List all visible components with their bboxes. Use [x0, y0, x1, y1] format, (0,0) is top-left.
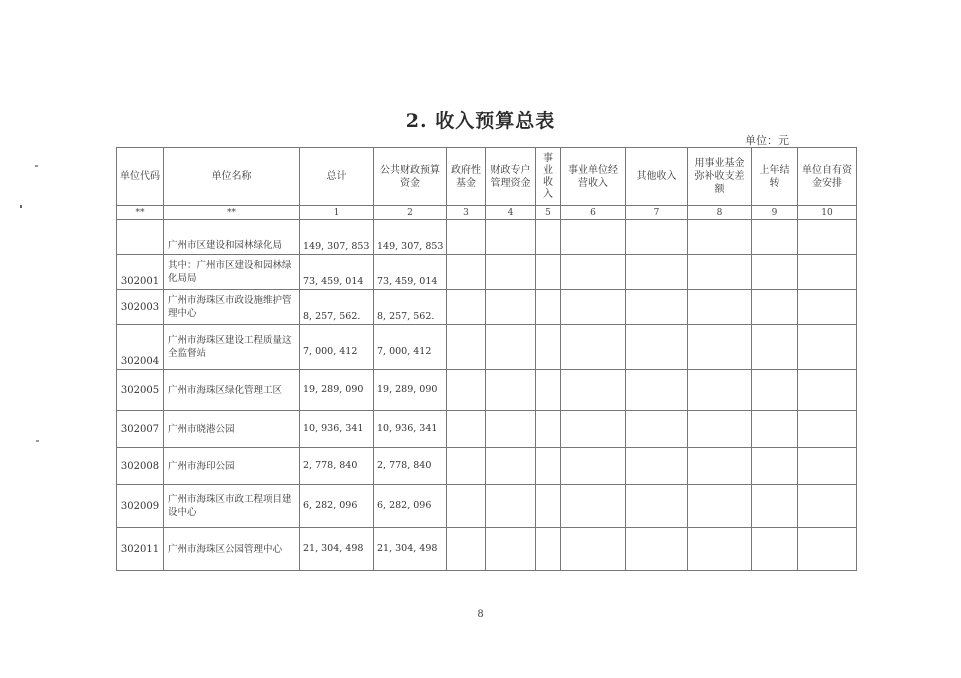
header-carryover: 上年结转: [752, 148, 798, 206]
document-title: 2. 收入预算总表: [405, 110, 556, 132]
index-cell: 5: [536, 206, 561, 220]
unit-code-cell: 302005: [117, 370, 164, 411]
total-cell: 2, 778, 840: [300, 448, 374, 485]
public-finance-cell: 73, 459, 014: [374, 255, 447, 290]
index-cell: **: [117, 206, 164, 220]
income-budget-table: [116, 147, 857, 571]
scan-speck: [20, 205, 22, 208]
index-cell: 9: [752, 206, 798, 220]
page-number: 8: [477, 609, 484, 620]
total-cell: 6, 282, 096: [300, 485, 374, 528]
unit-name-cell: 其中：广州市区建设和园林绿化局局: [164, 255, 300, 290]
header-business-income-text: 事业收入: [543, 152, 553, 200]
table-row: [117, 370, 857, 411]
public-finance-cell: 19, 289, 090: [374, 370, 447, 411]
public-finance-cell: 149, 307, 853: [374, 220, 447, 255]
table-row: [117, 220, 857, 255]
unit-code-cell: [117, 220, 164, 255]
scan-speck: [36, 440, 39, 442]
scan-speck: [35, 165, 38, 167]
unit-name-cell: 广州市海珠区建设工程质量这全监督站: [164, 325, 300, 370]
public-finance-cell: 10, 936, 341: [374, 411, 447, 448]
unit-name-cell: 广州市海珠区公园管理中心: [164, 528, 300, 571]
header-unit-name: 单位名称: [164, 148, 300, 206]
unit-code-cell: 302007: [117, 411, 164, 448]
total-cell: 10, 936, 341: [300, 411, 374, 448]
header-government-fund: 政府性基金: [447, 148, 486, 206]
index-cell: 1: [300, 206, 374, 220]
header-own-funds: 单位自有资金安排: [798, 148, 857, 206]
unit-name-cell: 广州市晓港公园: [164, 411, 300, 448]
public-finance-cell: 8, 257, 562.: [374, 290, 447, 325]
total-cell: 73, 459, 014: [300, 255, 374, 290]
public-finance-cell: 2, 778, 840: [374, 448, 447, 485]
total-cell: 7, 000, 412: [300, 325, 374, 370]
unit-code-cell: 302008: [117, 448, 164, 485]
total-cell: 19, 289, 090: [300, 370, 374, 411]
index-cell: 7: [626, 206, 688, 220]
index-cell: **: [164, 206, 300, 220]
index-row: [117, 206, 857, 220]
total-cell: 21, 304, 498: [300, 528, 374, 571]
index-cell: 2: [374, 206, 447, 220]
header-other-income: 其他收入: [626, 148, 688, 206]
unit-code-cell: 302011: [117, 528, 164, 571]
table-row: [117, 325, 857, 370]
index-cell: 8: [688, 206, 752, 220]
unit-code-cell: 302003: [117, 290, 164, 325]
index-cell: 4: [486, 206, 536, 220]
unit-name-cell: 广州市区建设和园林绿化局: [164, 220, 300, 255]
total-cell: 149, 307, 853: [300, 220, 374, 255]
header-operating-income: 事业单位经营收入: [561, 148, 626, 206]
public-finance-cell: 7, 000, 412: [374, 325, 447, 370]
table-row: [117, 485, 857, 528]
header-total: 总计: [300, 148, 374, 206]
unit-code-cell: 302009: [117, 485, 164, 528]
public-finance-cell: 21, 304, 498: [374, 528, 447, 571]
unit-name-cell: 广州市海珠区绿化管理工区: [164, 370, 300, 411]
unit-code-cell: 302001: [117, 255, 164, 290]
header-row: [117, 148, 857, 206]
header-special-account: 财政专户管理资金: [486, 148, 536, 206]
header-business-income: [536, 148, 561, 206]
table-row: [117, 411, 857, 448]
index-cell: 10: [798, 206, 857, 220]
public-finance-cell: 6, 282, 096: [374, 485, 447, 528]
table-row: [117, 448, 857, 485]
header-public-finance: 公共财政预算资金: [374, 148, 447, 206]
header-fund-offset: 用事业基金弥补收支差额: [688, 148, 752, 206]
unit-label: 单位：元: [745, 134, 789, 147]
unit-name-cell: 广州市海珠区市政工程项目建设中心: [164, 485, 300, 528]
unit-name-cell: 广州市海印公园: [164, 448, 300, 485]
index-cell: 6: [561, 206, 626, 220]
table-row: [117, 255, 857, 290]
table-row: [117, 290, 857, 325]
index-cell: 3: [447, 206, 486, 220]
unit-code-cell: 302004: [117, 325, 164, 370]
table-row: [117, 528, 857, 571]
unit-name-cell: 广州市海珠区市政设施维护管理中心: [164, 290, 300, 325]
total-cell: 8, 257, 562.: [300, 290, 374, 325]
header-unit-code: 单位代码: [117, 148, 164, 206]
